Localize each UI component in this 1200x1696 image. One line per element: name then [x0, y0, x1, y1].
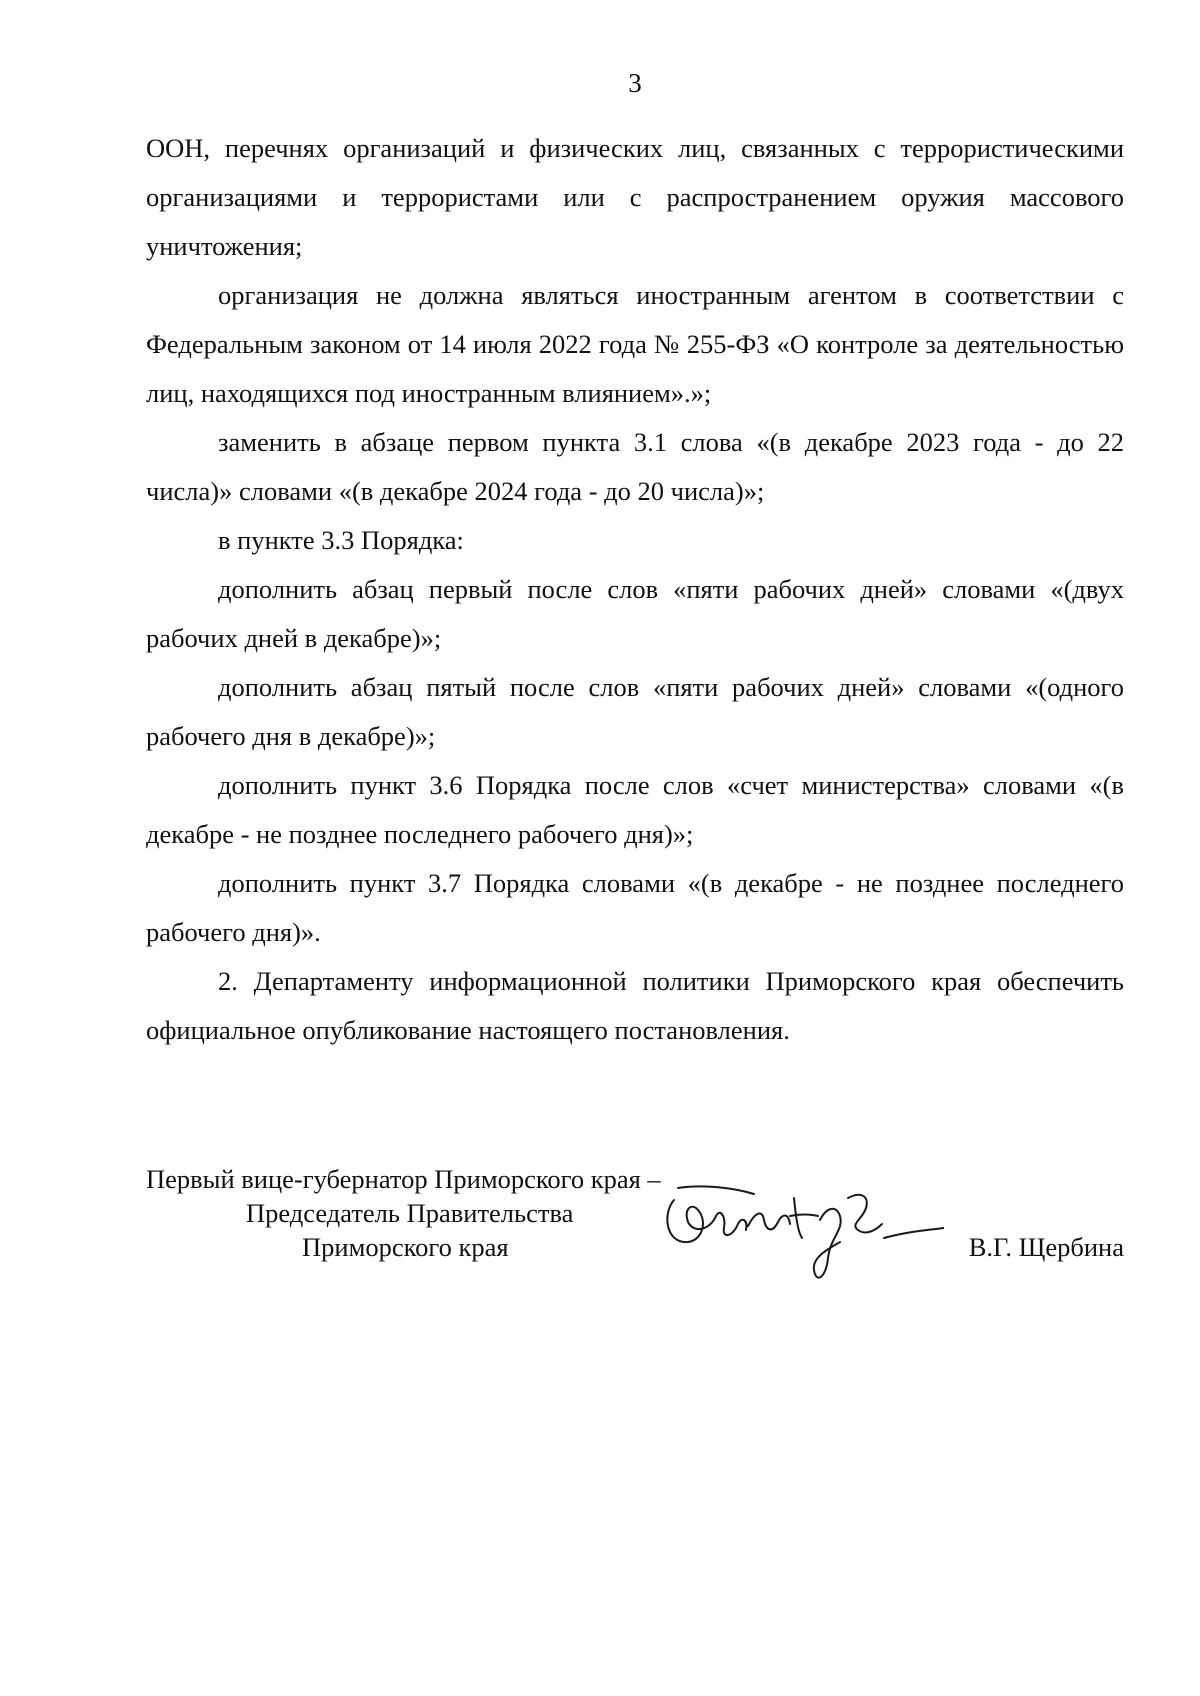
signatory-name: В.Г. Щербина [968, 1232, 1124, 1262]
paragraph-item-3-1: заменить в абзаце первом пункта 3.1 слова «(в декабре 2023 года - до 22 числа)» словами «(в декабре 2024 года - до 20 числа)»; [146, 427, 1124, 506]
paragraph-item-3-7: дополнить пункт 3.7 Порядка словами «(в декабре - не позднее последнего рабочего дня)». [146, 868, 1124, 947]
paragraph-item-3-6: дополнить пункт 3.6 Порядка после слов «счет министерства» словами «(в декабре - не позднее последнего рабочего дня)»; [146, 770, 1124, 849]
paragraph-item-3-3-heading: в пункте 3.3 Порядка: [218, 525, 464, 555]
signatory-title-line: Приморского края [302, 1232, 509, 1262]
paragraph-item-3-3-fifth: дополнить абзац пятый после слов «пяти рабочих дней» словами «(одного рабочего дня в декабре)»; [146, 672, 1124, 751]
signatory-title-line: Председатель Правительства [246, 1198, 574, 1228]
paragraph-foreign-agent: организация не должна являться иностранным агентом в соответствии с Федеральным законом от 14 июля 2022 года № 255-ФЗ «О контроле за деятельностью лиц, находящихся под иностранным влиянием».»; [146, 280, 1124, 408]
paragraph-publication: 2. Департаменту информационной политики Приморского края обеспечить официальное опубликование настоящего постановления. [146, 966, 1124, 1045]
signatory-title [146, 1162, 706, 1264]
paragraph-item-3-3-first: дополнить абзац первый после слов «пяти рабочих дней» словами «(двух рабочих дней в декабре)»; [146, 574, 1124, 653]
signature-block [146, 1162, 1124, 1292]
document-body [146, 124, 1124, 1055]
paragraph-continuation: ООН, перечнях организаций и физических лиц, связанных с террористическими организациями и террористами или с распространением оружия массового уничтожения; [146, 133, 1124, 261]
handwritten-signature [644, 1168, 944, 1298]
signatory-title-line: Первый вице-губернатор Приморского края – [146, 1164, 661, 1194]
page-number: 3 [628, 68, 642, 98]
